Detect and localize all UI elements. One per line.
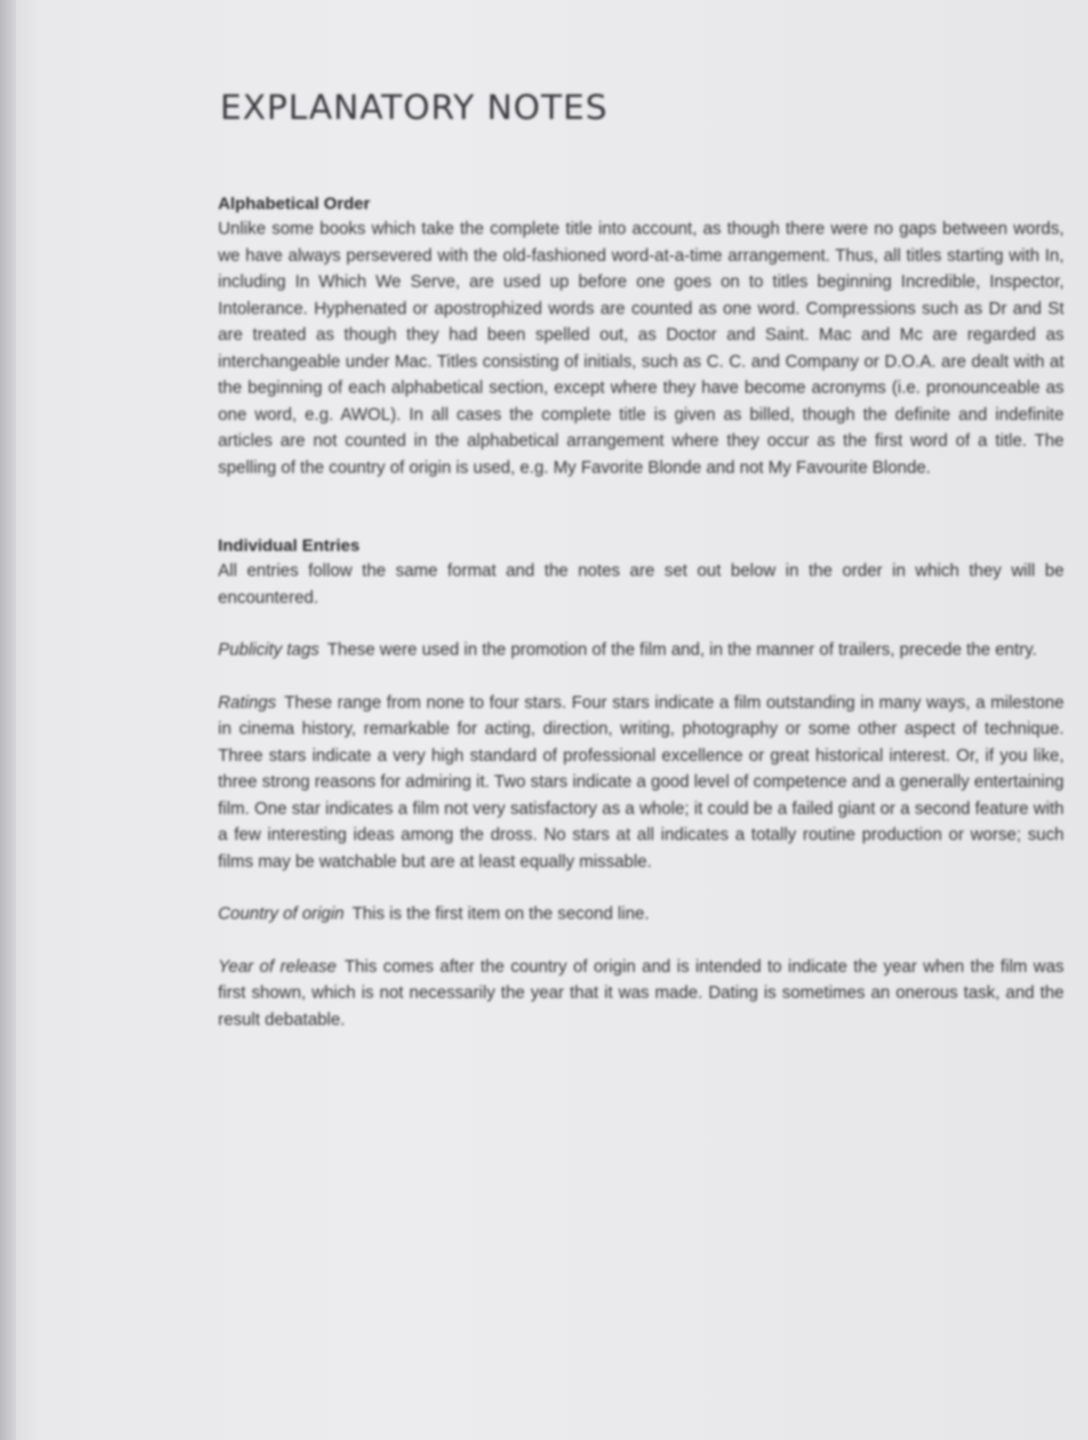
entry-label: Year of release: [218, 955, 337, 976]
entry-country-of-origin: [218, 900, 1064, 927]
page-content: [218, 88, 1064, 1086]
entry-ratings: [218, 689, 1064, 875]
section-heading: Alphabetical Order: [218, 194, 371, 213]
entry-text: This is the first item on the second line.: [352, 903, 650, 923]
section-alphabetical-order: [218, 192, 1064, 480]
entry-text: These were used in the promotion of the film and, in the manner of trailers, precede the entry.: [327, 639, 1037, 659]
entry-label: Ratings: [218, 691, 277, 712]
entry-publicity-tags: [218, 636, 1064, 663]
section-paragraph: All entries follow the same format and the notes are set out below in the order in which they will be encountered.: [218, 560, 1064, 607]
section-heading: Individual Entries: [218, 536, 360, 555]
entry-label: Publicity tags: [218, 639, 320, 659]
page-title: EXPLANATORY NOTES: [220, 88, 608, 128]
section-paragraph: Unlike some books which take the complete title into account, as though there were no gaps between words, we have always persevered with the old-fashioned word-at-a-time arrangement. Thus, all titles starting with In, including In Which We Serve, are used up before one goes on to titles beginning Incredible, Inspector, Intolerance. Hyphenated or apostrophized words are counted as one word. Compressions such as Dr and St are treated as though they had been spelled out, as Doctor and Saint. Mac and Mc are regarded as interchangeable under Mac. Titles consisting of initials, such as C. C. and Company or D.O.A. are dealt with at the beginning of each alphabetical section, except where they have become acronyms (i.e. pronounceable as one word, e.g. AWOL). In all cases the complete title is given as billed, though the definite and indefinite articles are not counted in the alphabetical arrangement where they occur as the first word of a title. The spelling of the country of origin is used, e.g. My Favorite Blonde and not My Favourite Blonde.: [218, 218, 1064, 477]
section-individual-entries: [218, 534, 1064, 1032]
entry-label: Country of origin: [218, 903, 345, 923]
entry-text: This comes after the country of origin and is intended to indicate the year when the film was first shown, which is not necessarily the year that it was made. Dating is sometimes an onerous task, and the result debatable.: [218, 955, 1064, 1029]
entry-text: These range from none to four stars. Four stars indicate a film outstanding in many ways, a milestone in cinema history, remarkable for acting, direction, writing, photography or some other aspect of technique. Three stars indicate a very high standard of professional excellence or great historical interest. Or, if you like, three strong reasons for admiring it. Two stars indicate a good level of competence and a generally entertaining film. One star indicates a film not very satisfactory as a whole; it could be a failed giant or a second feature with a few interesting ideas among the dross. No stars at all indicates a totally routine production or worse; such films may be watchable but are at least equally missable.: [218, 691, 1064, 871]
page-gutter-shadow: [0, 0, 16, 1440]
entry-year-of-release: [218, 953, 1064, 1033]
